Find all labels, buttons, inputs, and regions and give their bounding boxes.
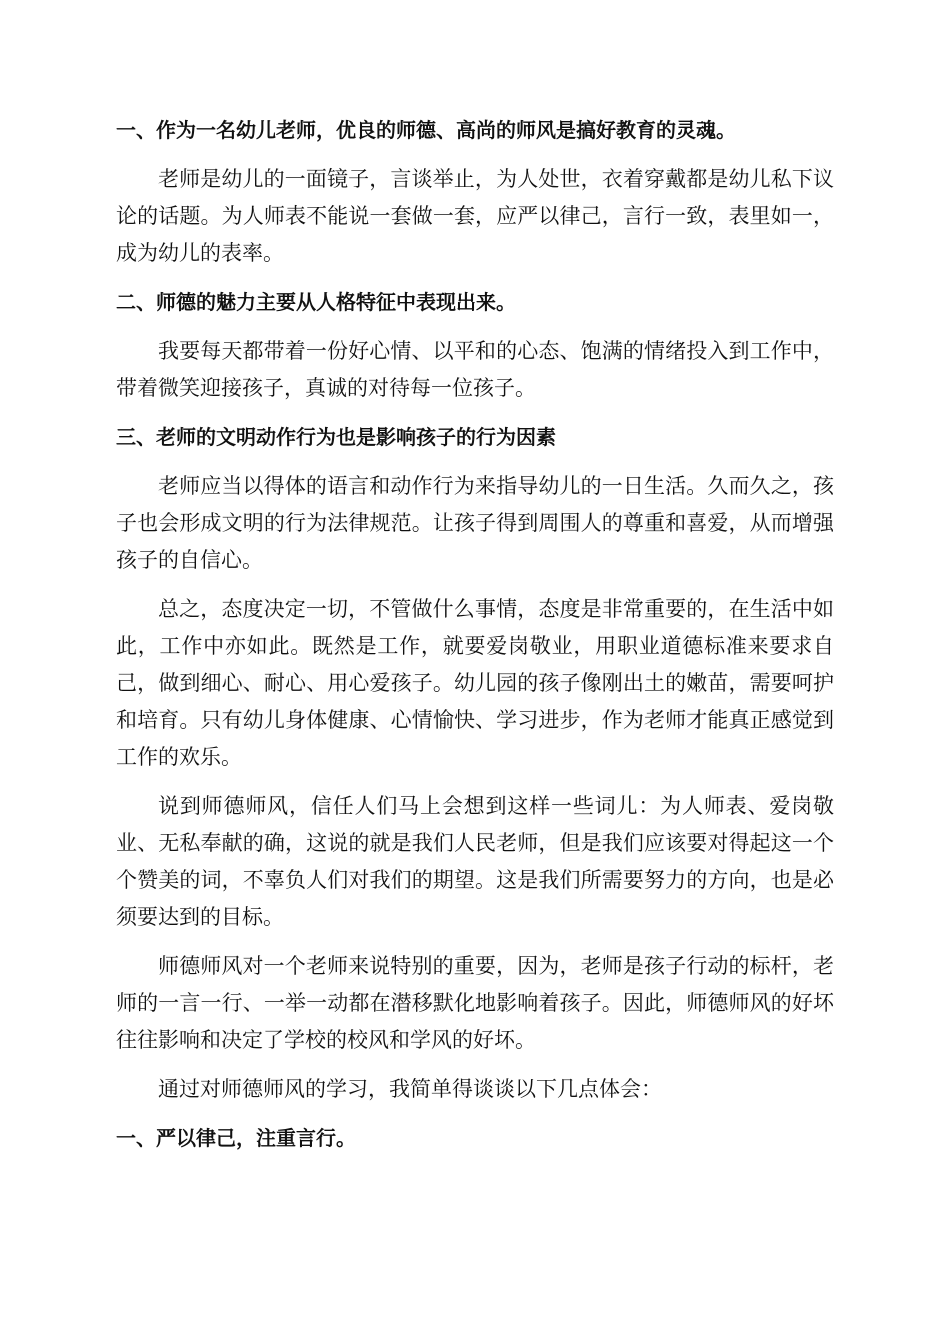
section-heading-1: 一、作为一名幼儿老师，优良的师德、高尚的师风是搞好教育的灵魂。 xyxy=(116,118,736,142)
paragraph-5: 说到师德师风，信任人们马上会想到这样一些词儿：为人师表、爱岗敬业、无私奉献的确，这说的就是我们人民老师，但是我们应该要对得起这一个个赞美的词，不辜负人们对我们的期望。这是我们所需要努力的方向，也是必须要达到的目标。 xyxy=(116,794,834,929)
paragraph-7: 通过对师德师风的学习，我简单得谈谈以下几点体会： xyxy=(158,1077,662,1101)
paragraph-3: 老师应当以得体的语言和动作行为来指导幼儿的一日生活。久而久之，孩子也会形成文明的行为法律规范。让孩子得到周围人的尊重和喜爱，从而增强孩子的自信心。 xyxy=(116,474,834,572)
section-heading-3: 三、老师的文明动作行为也是影响孩子的行为因素 xyxy=(116,425,556,449)
paragraph-4: 总之，态度决定一切，不管做什么事情，态度是非常重要的，在生活中如此，工作中亦如此。既然是工作，就要爱岗敬业，用职业道德标准来要求自己，做到细心、耐心、用心爱孩子。幼儿园的孩子像刚出土的嫩苗，需要呵护和培育。只有幼儿身体健康、心情愉快、学习进步，作为老师才能真正感觉到工作的欢乐。 xyxy=(116,597,834,769)
paragraph-2: 我要每天都带着一份好心情、以平和的心态、饱满的情绪投入到工作中，带着微笑迎接孩子，真诚的对待每一位孩子。 xyxy=(116,339,834,400)
paragraph-1: 老师是幼儿的一面镜子，言谈举止，为人处世，衣着穿戴都是幼儿私下议论的话题。为人师表不能说一套做一套，应严以律己，言行一致，表里如一，成为幼儿的表率。 xyxy=(116,167,834,265)
section-heading-2: 二、师德的魅力主要从人格特征中表现出来。 xyxy=(116,290,516,314)
paragraph-6: 师德师风对一个老师来说特别的重要，因为，老师是孩子行动的标杆，老师的一言一行、一举一动都在潜移默化地影响着孩子。因此，师德师风的好坏往往影响和决定了学校的校风和学风的好坏。 xyxy=(116,954,834,1052)
document-page xyxy=(116,112,834,1169)
section-heading-4: 一、严以律己，注重言行。 xyxy=(116,1126,356,1150)
